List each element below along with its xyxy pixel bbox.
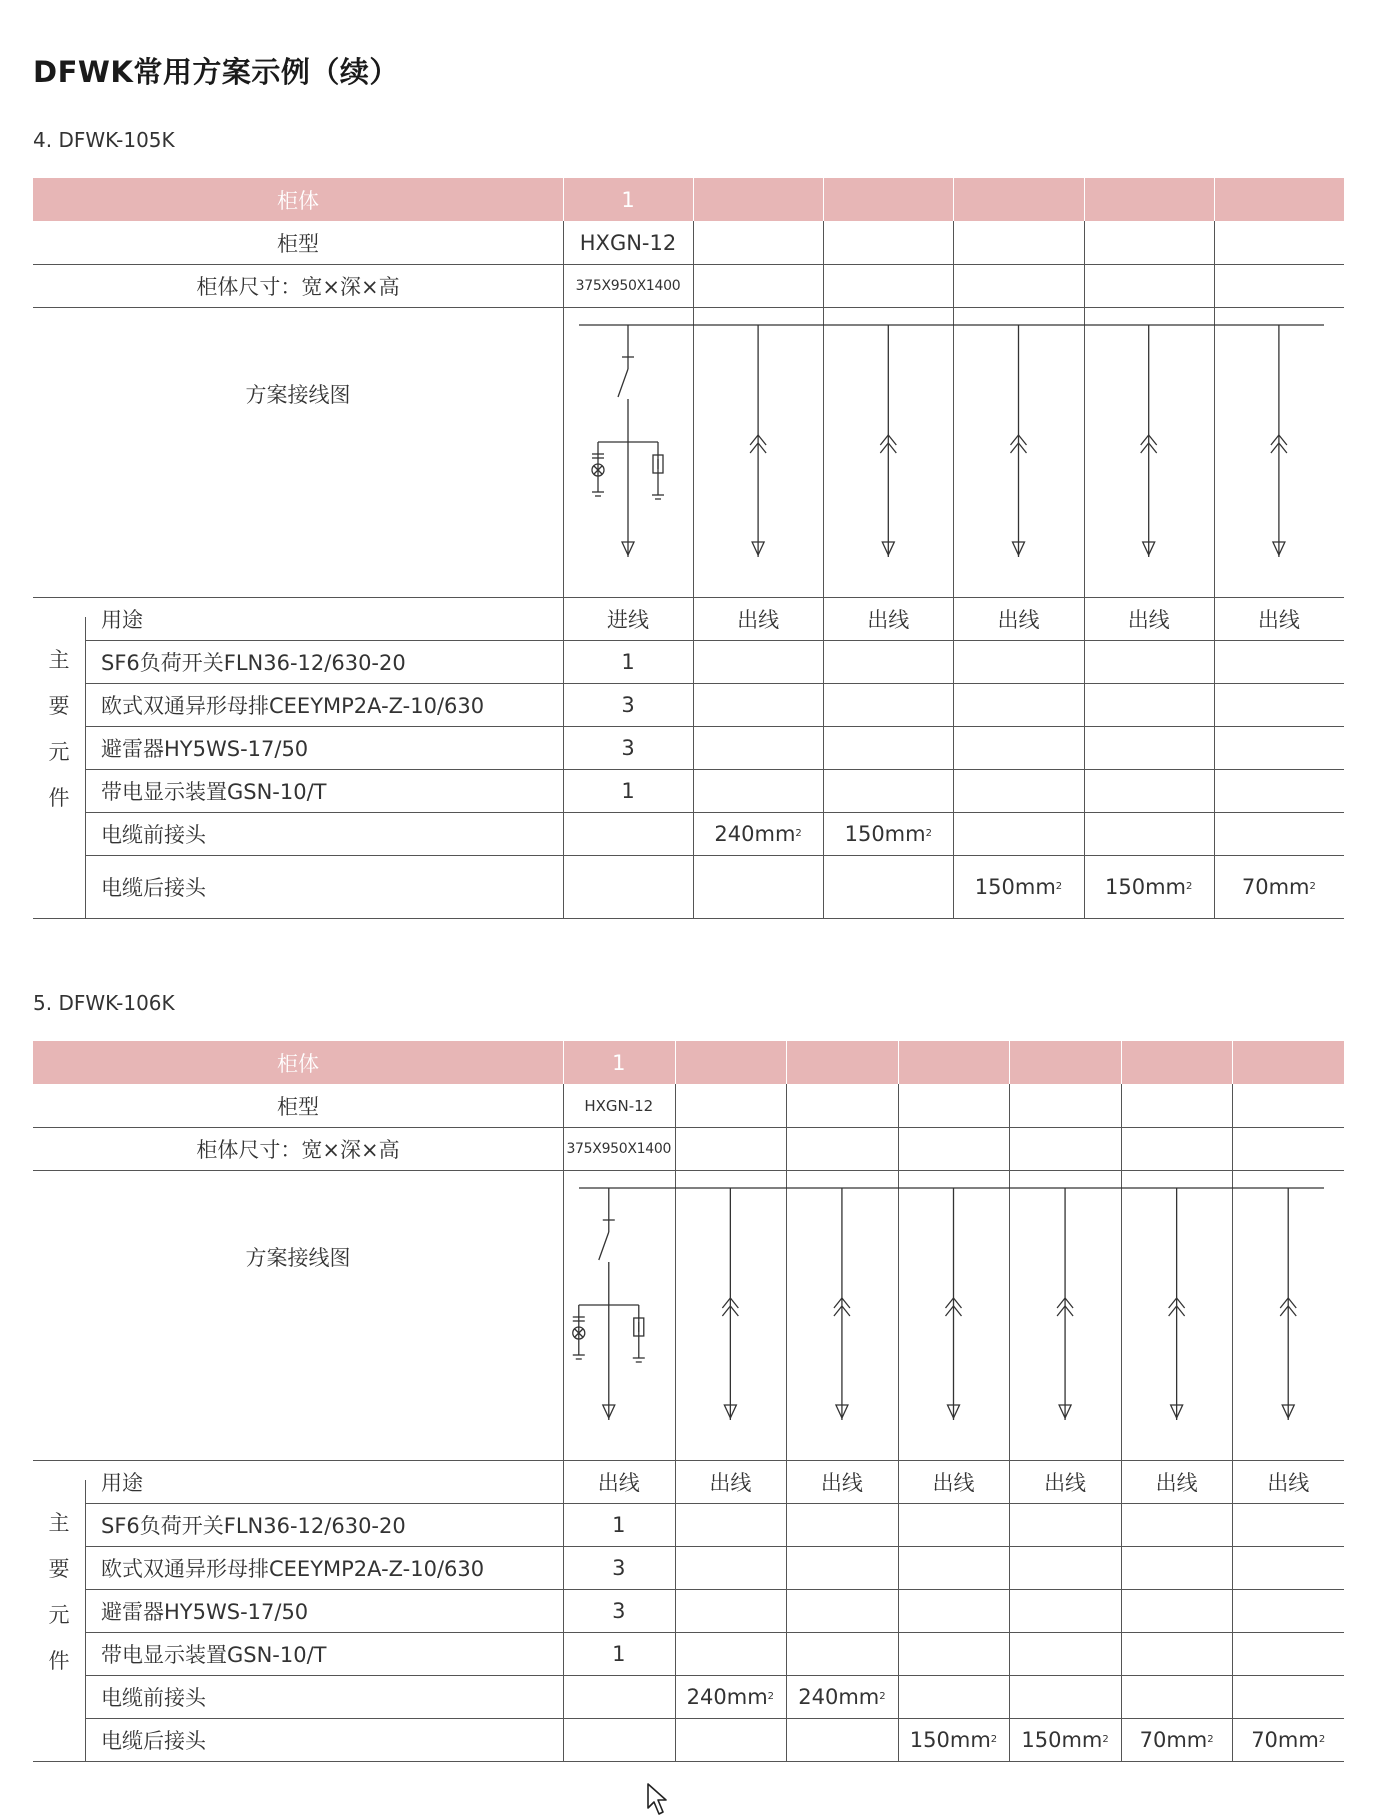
header-divider bbox=[823, 178, 824, 221]
table-cell bbox=[898, 1675, 1010, 1718]
table-cell bbox=[693, 726, 823, 769]
table-cell bbox=[693, 769, 823, 812]
group-label-char: 元 bbox=[48, 740, 70, 765]
group-label bbox=[33, 1507, 85, 1675]
unit-superscript: 2 bbox=[879, 1691, 886, 1702]
outgoing-feeder bbox=[1141, 325, 1157, 557]
component-row-label: 电缆前接头 bbox=[101, 1685, 206, 1710]
table-cell bbox=[1232, 1503, 1344, 1546]
table-cell bbox=[786, 1718, 898, 1761]
switch-blade bbox=[618, 369, 628, 397]
table-cell bbox=[1009, 1675, 1121, 1718]
cell-value: 150mm bbox=[1021, 1727, 1103, 1752]
outgoing-feeder bbox=[750, 325, 766, 557]
wiring-diagram bbox=[563, 1170, 1344, 1460]
unit-superscript: 2 bbox=[1318, 1734, 1326, 1745]
group-label-char: 件 bbox=[48, 786, 70, 811]
component-row-label: 电缆后接头 bbox=[101, 875, 206, 900]
table-cell bbox=[953, 812, 1083, 855]
table-cell bbox=[1232, 1589, 1344, 1632]
table-cell bbox=[1121, 1589, 1233, 1632]
outgoing-feeder bbox=[1280, 1188, 1296, 1420]
table-cell bbox=[1009, 1718, 1121, 1761]
outgoing-feeder bbox=[1271, 325, 1287, 557]
size-value: 375X950X1400 bbox=[566, 1140, 672, 1157]
component-row-label: 用途 bbox=[101, 607, 143, 632]
table-cell bbox=[693, 683, 823, 726]
table-cell bbox=[1214, 683, 1344, 726]
table-cell bbox=[1084, 683, 1214, 726]
group-label-char: 件 bbox=[48, 1649, 70, 1674]
table-cell bbox=[1232, 1546, 1344, 1589]
unit-superscript: 2 bbox=[1186, 881, 1193, 892]
header-divider bbox=[563, 178, 564, 221]
table-cell bbox=[1009, 1589, 1121, 1632]
table-cell bbox=[563, 726, 693, 769]
header-divider bbox=[953, 178, 954, 221]
table-cell bbox=[1232, 1632, 1344, 1675]
table-cell bbox=[675, 1718, 787, 1761]
table-cell bbox=[1009, 1632, 1121, 1675]
table-cell bbox=[563, 855, 693, 918]
header-divider bbox=[1344, 1041, 1345, 1084]
component-row-label: 欧式双通异形母排CEEYMP2A-Z-10/630 bbox=[101, 693, 485, 718]
table-cell bbox=[953, 597, 1083, 640]
table-cell bbox=[563, 1589, 675, 1632]
cell-value: 出线 bbox=[1127, 607, 1170, 632]
table-cell bbox=[786, 1546, 898, 1589]
model-value: HXGN-12 bbox=[579, 230, 677, 255]
table-cell bbox=[1084, 769, 1214, 812]
cell-value: 1 bbox=[621, 649, 635, 674]
table-cell bbox=[675, 1546, 787, 1589]
table-cell bbox=[1121, 1460, 1233, 1503]
component-row-label: 带电显示装置GSN-10/T bbox=[101, 779, 327, 804]
table-cell bbox=[1009, 1503, 1121, 1546]
group-label-char: 要 bbox=[48, 694, 70, 719]
group-label-char: 要 bbox=[48, 1557, 70, 1582]
table-cell bbox=[1084, 855, 1214, 918]
table-cell bbox=[1121, 1546, 1233, 1589]
load-switch-unit bbox=[573, 1188, 645, 1420]
cell-value: 1 bbox=[612, 1512, 626, 1537]
table-cell bbox=[563, 1460, 675, 1503]
wiring-diagram bbox=[563, 307, 1344, 597]
cell-value: 240mm bbox=[686, 1684, 768, 1709]
scheme-table-105k bbox=[33, 178, 1344, 925]
row-divider bbox=[33, 918, 1344, 919]
table-cell bbox=[1214, 726, 1344, 769]
diagram-label: 方案接线图 bbox=[245, 1246, 351, 1270]
table-cell bbox=[1084, 597, 1214, 640]
table-cell bbox=[675, 1675, 787, 1718]
header-unit-number: 1 bbox=[621, 187, 635, 212]
page-title: DFWK常用方案示例（续） bbox=[33, 55, 399, 89]
table-cell bbox=[953, 769, 1083, 812]
table-cell bbox=[1121, 1632, 1233, 1675]
outgoing-feeder bbox=[946, 1188, 962, 1420]
unit-superscript: 2 bbox=[1207, 1734, 1214, 1745]
section-5-title: 5. DFWK-106K bbox=[33, 991, 175, 1015]
header-divider bbox=[1084, 178, 1085, 221]
table-cell bbox=[563, 1503, 675, 1546]
table-cell bbox=[1084, 726, 1214, 769]
table-cell bbox=[1121, 1718, 1233, 1761]
unit-superscript: 2 bbox=[767, 1691, 775, 1702]
table-cell bbox=[898, 1589, 1010, 1632]
table-cell bbox=[1214, 640, 1344, 683]
table-cell bbox=[1009, 1546, 1121, 1589]
table-cell bbox=[1214, 812, 1344, 855]
component-row-label: 避雷器HY5WS-17/50 bbox=[101, 1599, 309, 1624]
cell-value: 出线 bbox=[932, 1470, 975, 1495]
table-cell bbox=[693, 597, 823, 640]
unit-superscript: 2 bbox=[795, 828, 802, 839]
cell-value: 出线 bbox=[597, 1470, 640, 1495]
cell-value: 70mm bbox=[1241, 874, 1310, 899]
table-cell bbox=[693, 812, 823, 855]
unit-superscript: 2 bbox=[1102, 1734, 1109, 1745]
table-cell bbox=[786, 1460, 898, 1503]
table-cell bbox=[693, 640, 823, 683]
size-label: 柜体尺寸：宽×深×高 bbox=[196, 1137, 400, 1162]
table-cell bbox=[898, 1503, 1010, 1546]
table-cell bbox=[823, 683, 953, 726]
header-divider bbox=[898, 1041, 899, 1084]
cell-value: 240mm bbox=[798, 1684, 880, 1709]
table-cell bbox=[1084, 812, 1214, 855]
table-cell bbox=[563, 1546, 675, 1589]
table-cell bbox=[563, 1718, 675, 1761]
model-value: HXGN-12 bbox=[584, 1096, 654, 1115]
table-cell bbox=[1214, 769, 1344, 812]
table-cell bbox=[693, 855, 823, 918]
cell-value: 150mm bbox=[974, 874, 1056, 899]
outgoing-feeder bbox=[1169, 1188, 1185, 1420]
header-divider bbox=[693, 178, 694, 221]
cell-value: 进线 bbox=[607, 607, 649, 632]
header-divider bbox=[1121, 1041, 1122, 1084]
group-label-char: 元 bbox=[48, 1603, 70, 1628]
table-cell bbox=[953, 640, 1083, 683]
table-cell bbox=[675, 1589, 787, 1632]
header-divider bbox=[1009, 1041, 1010, 1084]
unit-superscript: 2 bbox=[925, 828, 932, 839]
table-cell bbox=[1214, 597, 1344, 640]
table-cell bbox=[823, 855, 953, 918]
cell-value: 240mm bbox=[714, 821, 796, 846]
unit-superscript: 2 bbox=[1309, 881, 1316, 892]
table-cell bbox=[953, 855, 1083, 918]
cell-value: 出线 bbox=[867, 607, 910, 632]
table-cell bbox=[1121, 1675, 1233, 1718]
table-cell bbox=[1232, 1718, 1344, 1761]
table-cell bbox=[563, 1675, 675, 1718]
component-row-label: 带电显示装置GSN-10/T bbox=[101, 1642, 327, 1667]
table-cell bbox=[563, 640, 693, 683]
outgoing-feeder bbox=[1057, 1188, 1073, 1420]
component-row-label: 电缆后接头 bbox=[101, 1728, 206, 1753]
cell-value: 70mm bbox=[1251, 1727, 1319, 1752]
outgoing-feeder bbox=[722, 1188, 738, 1420]
outgoing-feeder bbox=[880, 325, 896, 557]
table-cell bbox=[786, 1503, 898, 1546]
cell-value: 出线 bbox=[1044, 1470, 1087, 1495]
table-cell bbox=[786, 1589, 898, 1632]
cell-value: 1 bbox=[612, 1641, 626, 1666]
table-cell bbox=[675, 1503, 787, 1546]
cell-value: 150mm bbox=[909, 1727, 991, 1752]
table-cell bbox=[953, 726, 1083, 769]
cell-value: 3 bbox=[612, 1598, 626, 1623]
table-cell bbox=[823, 812, 953, 855]
header-divider bbox=[675, 1041, 676, 1084]
cell-value: 150mm bbox=[844, 821, 926, 846]
cell-value: 出线 bbox=[1155, 1470, 1198, 1495]
header-divider bbox=[563, 1041, 564, 1084]
component-row-label: 欧式双通异形母排CEEYMP2A-Z-10/630 bbox=[101, 1556, 485, 1581]
switch-blade bbox=[599, 1232, 609, 1260]
group-label bbox=[33, 644, 85, 812]
component-row-label: SF6负荷开关FLN36-12/630-20 bbox=[101, 650, 406, 675]
table-cell bbox=[675, 1632, 787, 1675]
size-value: 375X950X1400 bbox=[575, 277, 681, 294]
header-divider bbox=[786, 1041, 787, 1084]
group-divider bbox=[85, 1480, 86, 1761]
table-cell bbox=[563, 812, 693, 855]
group-label-char: 主 bbox=[48, 1511, 70, 1536]
unit-superscript: 2 bbox=[990, 1734, 998, 1745]
scheme-table-106k bbox=[33, 1041, 1344, 1768]
cell-value: 150mm bbox=[1105, 874, 1186, 899]
load-switch-unit bbox=[592, 325, 664, 557]
outgoing-feeder bbox=[1011, 325, 1027, 557]
cell-value: 出线 bbox=[820, 1470, 863, 1495]
table-cell bbox=[1232, 1675, 1344, 1718]
table-cell bbox=[823, 597, 953, 640]
table-cell bbox=[898, 1460, 1010, 1503]
table-cell bbox=[1232, 1460, 1344, 1503]
outgoing-feeder bbox=[834, 1188, 850, 1420]
cell-value: 1 bbox=[621, 778, 635, 803]
row-divider bbox=[33, 1761, 1344, 1762]
component-row-label: 用途 bbox=[101, 1470, 143, 1495]
component-row-label: 电缆前接头 bbox=[101, 822, 206, 847]
header-divider bbox=[1344, 178, 1345, 221]
cell-value: 出线 bbox=[737, 607, 780, 632]
mouse-cursor-icon bbox=[646, 1782, 676, 1816]
header-divider bbox=[1214, 178, 1215, 221]
size-label: 柜体尺寸：宽×深×高 bbox=[196, 274, 400, 299]
table-cell bbox=[898, 1632, 1010, 1675]
component-row-label: SF6负荷开关FLN36-12/630-20 bbox=[101, 1513, 406, 1538]
cell-value: 70mm bbox=[1139, 1727, 1208, 1752]
table-cell bbox=[675, 1460, 787, 1503]
group-label-char: 主 bbox=[48, 648, 70, 673]
table-cell bbox=[1084, 640, 1214, 683]
table-cell bbox=[786, 1632, 898, 1675]
diagram-label: 方案接线图 bbox=[245, 383, 351, 407]
table-cell bbox=[563, 1632, 675, 1675]
table-cell bbox=[1121, 1503, 1233, 1546]
table-cell bbox=[1214, 855, 1344, 918]
component-row-label: 避雷器HY5WS-17/50 bbox=[101, 736, 309, 761]
header-unit-number: 1 bbox=[612, 1050, 626, 1075]
cell-value: 3 bbox=[612, 1555, 626, 1580]
table-cell bbox=[563, 769, 693, 812]
header-cabinet-label: 柜体 bbox=[277, 188, 319, 213]
cell-value: 出线 bbox=[709, 1470, 752, 1495]
table-cell bbox=[823, 640, 953, 683]
model-label: 柜型 bbox=[277, 1094, 319, 1119]
cell-value: 出线 bbox=[997, 607, 1040, 632]
cell-value: 3 bbox=[621, 735, 635, 760]
section-4-title: 4. DFWK-105K bbox=[33, 128, 175, 152]
table-cell bbox=[823, 726, 953, 769]
table-cell bbox=[823, 769, 953, 812]
group-divider bbox=[85, 617, 86, 918]
table-cell bbox=[786, 1675, 898, 1718]
cell-value: 出线 bbox=[1267, 1470, 1310, 1495]
table-cell bbox=[898, 1546, 1010, 1589]
table-cell bbox=[563, 597, 693, 640]
table-cell bbox=[953, 683, 1083, 726]
cell-value: 出线 bbox=[1257, 607, 1300, 632]
table-cell bbox=[563, 683, 693, 726]
header-cabinet-label: 柜体 bbox=[277, 1051, 319, 1076]
header-divider bbox=[1232, 1041, 1233, 1084]
table-cell bbox=[1009, 1460, 1121, 1503]
cell-value: 3 bbox=[621, 692, 635, 717]
unit-superscript: 2 bbox=[1055, 881, 1063, 892]
model-label: 柜型 bbox=[277, 231, 319, 256]
table-cell bbox=[898, 1718, 1010, 1761]
